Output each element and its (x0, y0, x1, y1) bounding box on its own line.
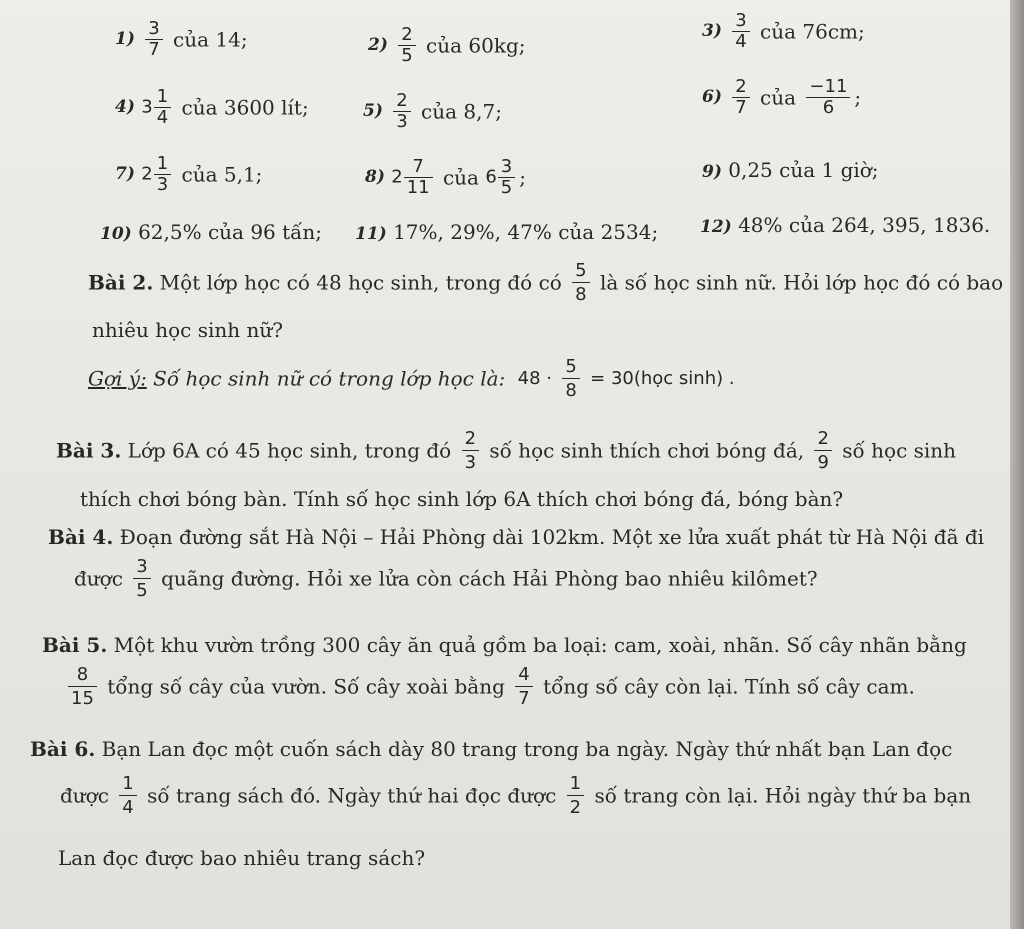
fraction (572, 260, 589, 305)
exercise-8 (365, 158, 526, 197)
numerator: 5 (575, 260, 587, 281)
exercise-number: 10) (100, 224, 132, 244)
hint-line (88, 356, 735, 401)
exercise-number: 3) (702, 21, 722, 41)
bai-3-line-1 (56, 428, 956, 473)
hint-label: Gợi ý: (88, 366, 147, 391)
denominator: 15 (68, 686, 97, 709)
fraction (119, 773, 136, 818)
whole-part: 3 (141, 96, 153, 118)
fraction (393, 92, 410, 131)
problem-label: Bài 2. (88, 270, 154, 295)
bai-4-line-1 (48, 525, 984, 549)
denominator: 5 (398, 45, 415, 65)
whole-part: 2 (391, 166, 403, 188)
exercise-number: 4) (115, 97, 135, 117)
problem-text: quãng đường. Hỏi xe lửa còn cách Hải Phòng bao nhiêu kilômet? (161, 566, 818, 591)
exercise-text: của 14; (173, 27, 248, 52)
exercise-text: của 8,7; (421, 99, 502, 124)
problem-text: Bạn Lan đọc một cuốn sách dày 80 trang trong ba ngày. Ngày thứ nhất bạn Lan đọc (101, 737, 953, 761)
numerator: 3 (735, 10, 747, 31)
hint-expression: 48 · (517, 368, 552, 389)
exercise-number: 5) (363, 101, 383, 121)
numerator: 2 (464, 428, 477, 449)
punctuation: ; (854, 85, 862, 110)
fraction (567, 773, 584, 818)
bai-4-line-2 (74, 556, 818, 601)
exercise-text: của (442, 165, 479, 190)
problem-text: số học sinh (842, 438, 957, 463)
numerator: 2 (401, 24, 413, 45)
exercise-text: của 60kg; (426, 33, 526, 58)
whole-part: 6 (485, 166, 497, 188)
denominator: 8 (572, 282, 589, 305)
denominator: 8 (562, 378, 579, 401)
problem-text: thích chơi bóng bàn. Tính số học sinh lớp 6A thích chơi bóng đá, bóng bàn? (80, 487, 844, 511)
problem-text: Đoạn đường sắt Hà Nội – Hải Phòng dài 102km. Một xe lửa xuất phát từ Hà Nội đã đi (119, 525, 985, 549)
exercise-number: 1) (115, 29, 135, 49)
bai-2-line-2 (92, 318, 283, 342)
problem-text: Lớp 6A có 45 học sinh, trong đó (127, 438, 452, 463)
exercise-10 (100, 222, 322, 243)
exercise-12 (700, 215, 990, 236)
numerator: 1 (122, 773, 134, 794)
fraction (806, 78, 850, 117)
numerator: 3 (500, 156, 513, 177)
numerator: 2 (735, 76, 747, 97)
exercise-number: 7) (115, 164, 135, 184)
bai-3-line-2 (80, 487, 843, 511)
exercise-text: của 76cm; (760, 19, 865, 44)
bai-5-line-1 (42, 633, 967, 657)
fraction (133, 556, 150, 601)
numerator: 2 (817, 428, 829, 449)
numerator: 1 (156, 86, 169, 107)
denominator: 6 (806, 97, 850, 117)
exercise-text: của (760, 85, 797, 110)
exercise-6 (702, 78, 861, 117)
denominator: 7 (145, 39, 162, 59)
exercise-number: 9) (702, 162, 722, 182)
fraction (68, 664, 97, 709)
exercise-number: 11) (355, 224, 387, 244)
exercise-3 (702, 12, 865, 51)
problem-label: Bài 5. (42, 633, 108, 657)
exercise-text: 0,25 của 1 giờ; (728, 158, 879, 182)
numerator: 7 (412, 156, 424, 177)
fraction (404, 158, 433, 197)
bai-6-line-3 (58, 846, 425, 870)
problem-text: số trang sách đó. Ngày thứ hai đọc được (147, 783, 557, 808)
problem-text: tổng số cây của vườn. Số cây xoài bằng (107, 674, 505, 699)
problem-text: tổng số cây còn lại. Tính số cây cam. (543, 674, 915, 699)
numerator: 8 (76, 664, 89, 685)
exercise-9 (702, 160, 879, 181)
denominator: 4 (119, 795, 136, 818)
exercise-text: của 3600 lít; (181, 95, 309, 120)
denominator: 3 (393, 111, 410, 131)
exercise-11 (355, 222, 658, 243)
numerator: 3 (136, 556, 148, 577)
problem-text: số học sinh thích chơi bóng đá, (489, 438, 805, 463)
numerator: 4 (518, 664, 530, 685)
bai-6-line-2 (60, 773, 971, 818)
problem-label: Bài 3. (56, 438, 122, 463)
exercise-number: 6) (702, 87, 722, 107)
fraction (154, 155, 171, 194)
fraction (154, 88, 171, 127)
denominator: 3 (154, 174, 171, 194)
problem-text: nhiêu học sinh nữ? (92, 318, 283, 342)
numerator: 3 (148, 18, 160, 39)
fraction (732, 12, 749, 51)
denominator: 9 (814, 450, 831, 473)
exercise-1 (115, 20, 248, 59)
exercise-4 (115, 88, 309, 127)
numerator: 5 (565, 356, 577, 377)
numerator: 2 (396, 90, 408, 111)
fraction (145, 20, 162, 59)
exercise-number: 12) (700, 217, 732, 237)
whole-part: 2 (141, 163, 153, 185)
exercise-text: của 5,1; (181, 162, 263, 187)
exercise-text: 62,5% của 96 tấn; (138, 220, 323, 244)
fraction (814, 428, 831, 473)
denominator: 11 (404, 177, 433, 197)
denominator: 2 (567, 795, 584, 818)
fraction (462, 428, 479, 473)
problem-label: Bài 4. (48, 525, 114, 549)
numerator: −11 (809, 76, 848, 97)
fraction (398, 26, 415, 65)
problem-text: Lan đọc được bao nhiêu trang sách? (58, 846, 426, 870)
exercise-text: 48% của 264, 395, 1836. (738, 213, 991, 237)
problem-text: Một lớp học có 48 học sinh, trong đó có (159, 270, 562, 295)
problem-label: Bài 6. (30, 737, 96, 761)
fraction (562, 356, 579, 401)
punctuation: ; (519, 165, 526, 190)
bai-6-line-1 (30, 737, 952, 761)
numerator: 1 (569, 773, 582, 794)
bai-2-line-1 (88, 260, 1003, 305)
fraction (515, 664, 532, 709)
denominator: 7 (732, 97, 749, 117)
denominator: 4 (154, 107, 171, 127)
denominator: 5 (498, 177, 515, 197)
fraction (732, 78, 749, 117)
problem-text: Một khu vườn trồng 300 cây ăn quả gồm ba loại: cam, xoài, nhãn. Số cây nhãn bằng (113, 633, 967, 657)
exercise-text: 17%, 29%, 47% của 2534; (393, 220, 659, 244)
denominator: 5 (133, 578, 150, 601)
hint-text: Số học sinh nữ có trong lớp học là: (153, 366, 506, 391)
hint-expression: = 30(học sinh) . (590, 368, 735, 389)
exercise-number: 2) (368, 35, 388, 55)
problem-text: được (60, 783, 109, 808)
page-edge (1010, 0, 1024, 929)
denominator: 3 (462, 450, 479, 473)
denominator: 4 (732, 31, 749, 51)
problem-text: được (74, 566, 123, 591)
problem-text: là số học sinh nữ. Hỏi lớp học đó có bao (599, 270, 1004, 295)
exercise-number: 8) (365, 167, 385, 187)
bai-5-line-2 (64, 664, 915, 709)
problem-text: số trang còn lại. Hỏi ngày thứ ba bạn (594, 783, 972, 808)
denominator: 7 (515, 686, 532, 709)
fraction (498, 158, 515, 197)
numerator: 1 (156, 153, 169, 174)
exercise-7 (115, 155, 262, 194)
exercise-2 (368, 26, 526, 65)
exercise-5 (363, 92, 502, 131)
